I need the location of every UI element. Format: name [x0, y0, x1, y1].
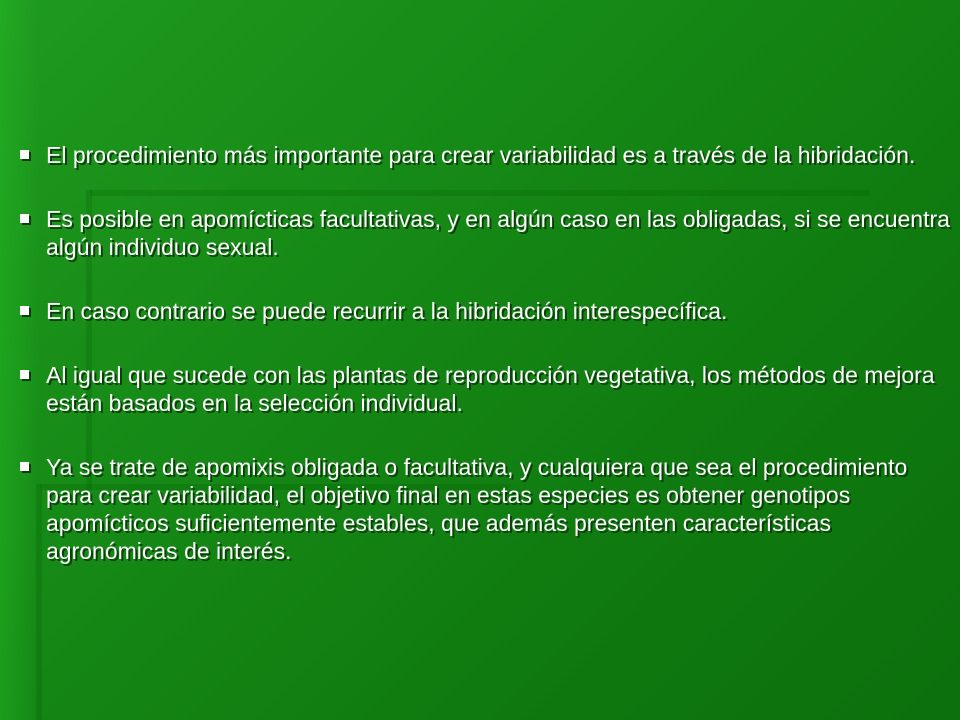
bullet-text: Ya se trate de apomixis obligada o facultativa, y cualquiera que sea el procedimiento para crear variabilidad, el objetivo final en estas especies es obtener genotipos apomícticos suficientemente estables, que además presenten características agronómicas de interés.: [46, 454, 908, 564]
square-bullet-icon: [20, 214, 29, 223]
bullet-item: [18, 297, 954, 325]
bullet-text: Al igual que sucede con las plantas de reproducción vegetativa, los métodos de mejora están basados en la selección individual.: [46, 362, 935, 416]
bullet-item: [18, 141, 954, 169]
slide-content: [18, 141, 954, 565]
square-bullet-icon: [20, 306, 29, 315]
bullet-text: El procedimiento más importante para crear variabilidad es a través de la hibridación.: [46, 142, 916, 168]
bullet-item: [18, 361, 954, 417]
bullet-text: Es posible en apomícticas facultativas, y en algún caso en las obligadas, si se encuentra algún individuo sexual.: [46, 206, 950, 260]
bullet-list: [18, 141, 954, 565]
bullet-item: [18, 205, 954, 261]
bullet-item: [18, 453, 954, 565]
square-bullet-icon: [20, 150, 29, 159]
bullet-text: En caso contrario se puede recurrir a la hibridación interespecífica.: [46, 298, 728, 324]
square-bullet-icon: [20, 462, 29, 471]
square-bullet-icon: [20, 370, 29, 379]
